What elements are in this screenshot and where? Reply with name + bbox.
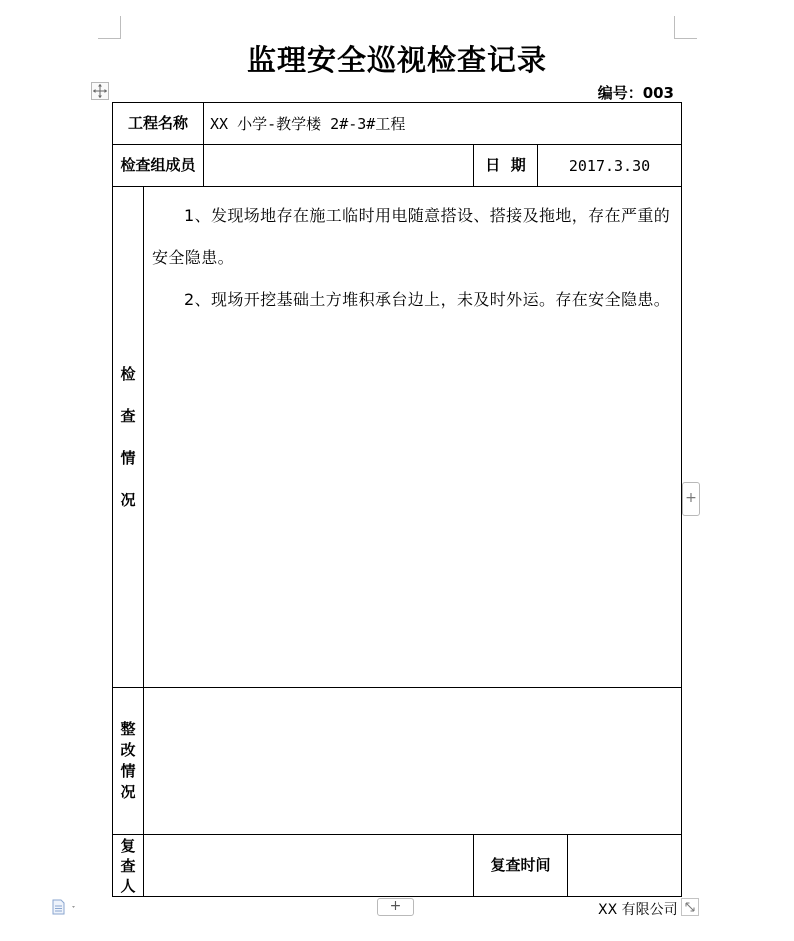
table-row <box>113 835 682 897</box>
inspection-label-char: 况 <box>120 491 136 509</box>
table-row <box>113 103 682 145</box>
inspection-label-char: 查 <box>120 407 136 425</box>
members-value[interactable] <box>204 145 474 187</box>
review-time-label: 复查时间 <box>474 835 568 897</box>
date-value[interactable]: 2017.3.30 <box>538 145 682 187</box>
review-time-value[interactable] <box>568 835 682 897</box>
reviewer-label-char: 人 <box>120 876 136 895</box>
inspection-record-table <box>112 102 682 897</box>
project-name-value[interactable]: XX 小学-教学楼 2#-3#工程 <box>204 103 682 145</box>
inspection-item: 2、现场开挖基础土方堆积承台边上，未及时外运。存在安全隐患。 <box>184 290 671 309</box>
resize-icon <box>682 899 698 915</box>
page-corner-marker <box>98 16 121 39</box>
document-number: 编号：003 <box>597 84 674 102</box>
company-footer: XX 有限公司 <box>598 902 678 918</box>
inspection-label-char: 检 <box>120 365 136 383</box>
table-row <box>113 145 682 187</box>
inspection-content[interactable] <box>144 187 682 688</box>
rectification-label-char: 况 <box>120 783 136 801</box>
rectification-label-char: 整 <box>120 720 136 738</box>
date-label: 日 期 <box>474 145 538 187</box>
move-icon <box>92 83 108 99</box>
inspection-label <box>113 187 144 688</box>
page-title: 监理安全巡视检查记录 <box>246 43 547 77</box>
reviewer-label-char: 查 <box>120 856 136 875</box>
page-corner-marker <box>674 16 697 39</box>
add-row-button[interactable]: + <box>377 898 414 916</box>
table-row <box>113 187 682 688</box>
reviewer-label-char: 复 <box>120 836 136 855</box>
rectification-label-char: 情 <box>120 762 136 780</box>
project-name-label: 工程名称 <box>113 103 204 145</box>
table-row <box>113 688 682 835</box>
table-resize-handle[interactable] <box>681 898 699 916</box>
table-move-handle[interactable] <box>91 82 109 100</box>
inspection-label-char: 情 <box>120 449 136 467</box>
rectification-label-char: 改 <box>120 741 136 759</box>
rectification-label <box>113 688 144 835</box>
reviewer-label <box>113 835 144 897</box>
members-label: 检查组成员 <box>113 145 204 187</box>
add-column-button[interactable]: + <box>682 482 700 516</box>
rectification-content[interactable] <box>144 688 682 835</box>
document-icon[interactable] <box>52 899 78 915</box>
inspection-item: 1、发现场地存在施工临时用电随意搭设、搭接及拖地，存在严重的安全隐患。 <box>152 206 671 267</box>
reviewer-value[interactable] <box>144 835 474 897</box>
